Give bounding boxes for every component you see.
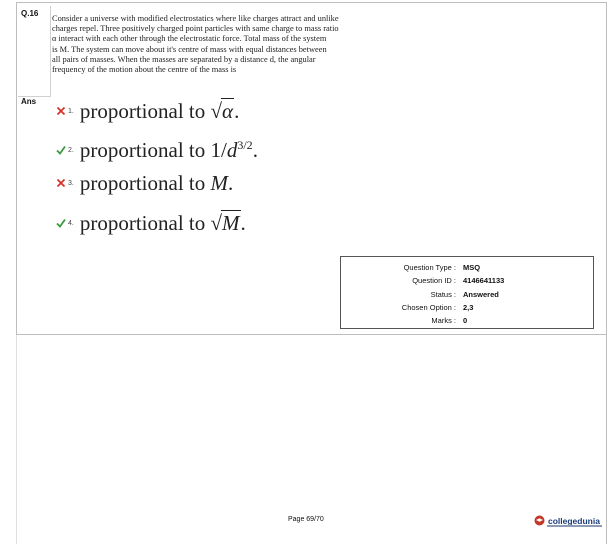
graduation-cap-icon: [534, 515, 545, 526]
option-4: [56, 208, 246, 238]
left-border: [16, 335, 17, 544]
question-line: Consider a universe with modified electrostatics where like charges attract and unlike: [52, 14, 339, 23]
marks-value: 0: [463, 316, 468, 325]
math-sqrt-m: √M: [210, 210, 240, 235]
collegedunia-logo: collegedunia: [534, 515, 600, 526]
question-line: α interact with each other through the electrostatic force. Total mass of the system: [52, 34, 327, 44]
option-number: 4.: [68, 219, 74, 227]
question-line: is M. The system can move about it's centre of mass with equal distances between: [52, 44, 327, 54]
option-text: proportional to √α.: [79, 98, 240, 123]
option-text: proportional to $1/d^{3/2}$.: [79, 137, 258, 162]
option-number: 3.: [68, 179, 74, 187]
answer-label: Ans: [21, 97, 37, 106]
question-line: all pairs of masses. When the masses are separated by a distance d, the angular: [52, 54, 316, 64]
chosen-option-value: 2,3: [463, 303, 474, 312]
question-type-value: MSQ: [463, 263, 481, 272]
question-line: frequency of the motion about the centre of the mass is: [52, 65, 237, 75]
cross-icon: [56, 106, 66, 116]
option-text: proportional to M.: [79, 170, 234, 195]
option-number: 2.: [68, 146, 74, 154]
option-2: [56, 135, 258, 165]
page-number: Page 69/70: [288, 516, 324, 523]
option-1: [56, 96, 239, 126]
option-text: proportional to √M.: [79, 210, 246, 235]
option-3: [56, 168, 233, 198]
question-text: [52, 14, 412, 75]
cross-icon: [56, 178, 66, 188]
option-number: 1.: [68, 107, 74, 115]
question-number: Q.16: [21, 9, 39, 18]
question-status-box: Question Type : MSQ Question ID : 4146641133 Status : Answered Chosen Option : 2,3 Marks : 0: [340, 256, 594, 329]
math-sqrt-alpha: √α: [210, 98, 234, 123]
check-icon: [56, 218, 66, 228]
question-id-value: 4146641133: [463, 276, 505, 285]
logo-tagline: [547, 525, 602, 527]
check-icon: [56, 145, 66, 155]
question-line: charges repel. Three positively charged point particles with same charge to mass ratio: [52, 24, 339, 34]
status-value: Answered: [463, 290, 499, 299]
right-border: [606, 335, 607, 544]
question-label-column: [18, 6, 51, 97]
